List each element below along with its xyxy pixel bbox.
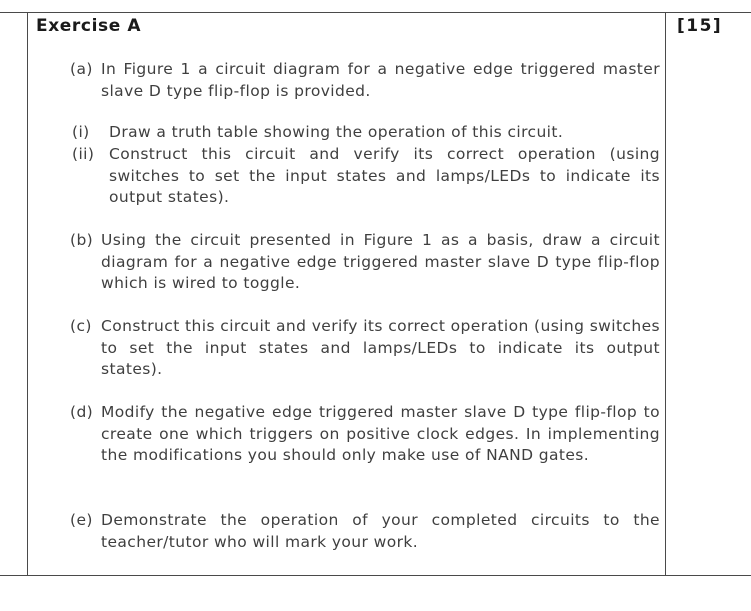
part-a-ii-text: Construct this circuit and verify its correct operation (using switches to set the input states and lamps/LEDs to indicate its output states). [109,145,660,207]
part-e-label: (e) [70,511,93,529]
part-a-text: In Figure 1 a circuit diagram for a negative edge triggered master slave D type flip-flop is provided. [101,60,660,100]
part-a-label: (a) [70,60,93,78]
part-c [70,316,660,381]
part-b [70,230,660,295]
part-a-i [72,122,660,144]
part-a-ii [72,144,660,209]
part-e-text: Demonstrate the operation of your completed circuits to the teacher/tutor who will mark your work. [101,511,660,551]
part-d-text: Modify the negative edge triggered master slave D type flip-flop to create one which triggers on positive clock edges. In implementing the modifications you should only make use of NAND gates. [101,403,660,465]
part-c-label: (c) [70,317,92,335]
table-bottom-border [0,575,751,576]
part-a-i-text: Draw a truth table showing the operation of this circuit. [109,123,564,141]
table-top-border [0,12,751,13]
part-e [70,510,660,553]
part-a [70,59,660,102]
table-column-divider [665,12,666,576]
exercise-title: Exercise A [36,16,142,36]
exercise-marks: [15] [677,16,723,36]
part-c-text: Construct this circuit and verify its correct operation (using switches to set the input states and lamps/LEDs to indicate its output states). [101,317,660,379]
part-a-ii-label: (ii) [72,145,95,163]
part-b-label: (b) [70,231,94,249]
part-a-i-label: (i) [72,123,90,141]
part-d-label: (d) [70,403,94,421]
part-b-text: Using the circuit presented in Figure 1 as a basis, draw a circuit diagram for a negative edge triggered master slave D type flip-flop which is wired to toggle. [101,231,660,293]
table-left-border [27,12,28,576]
part-d [70,402,660,467]
